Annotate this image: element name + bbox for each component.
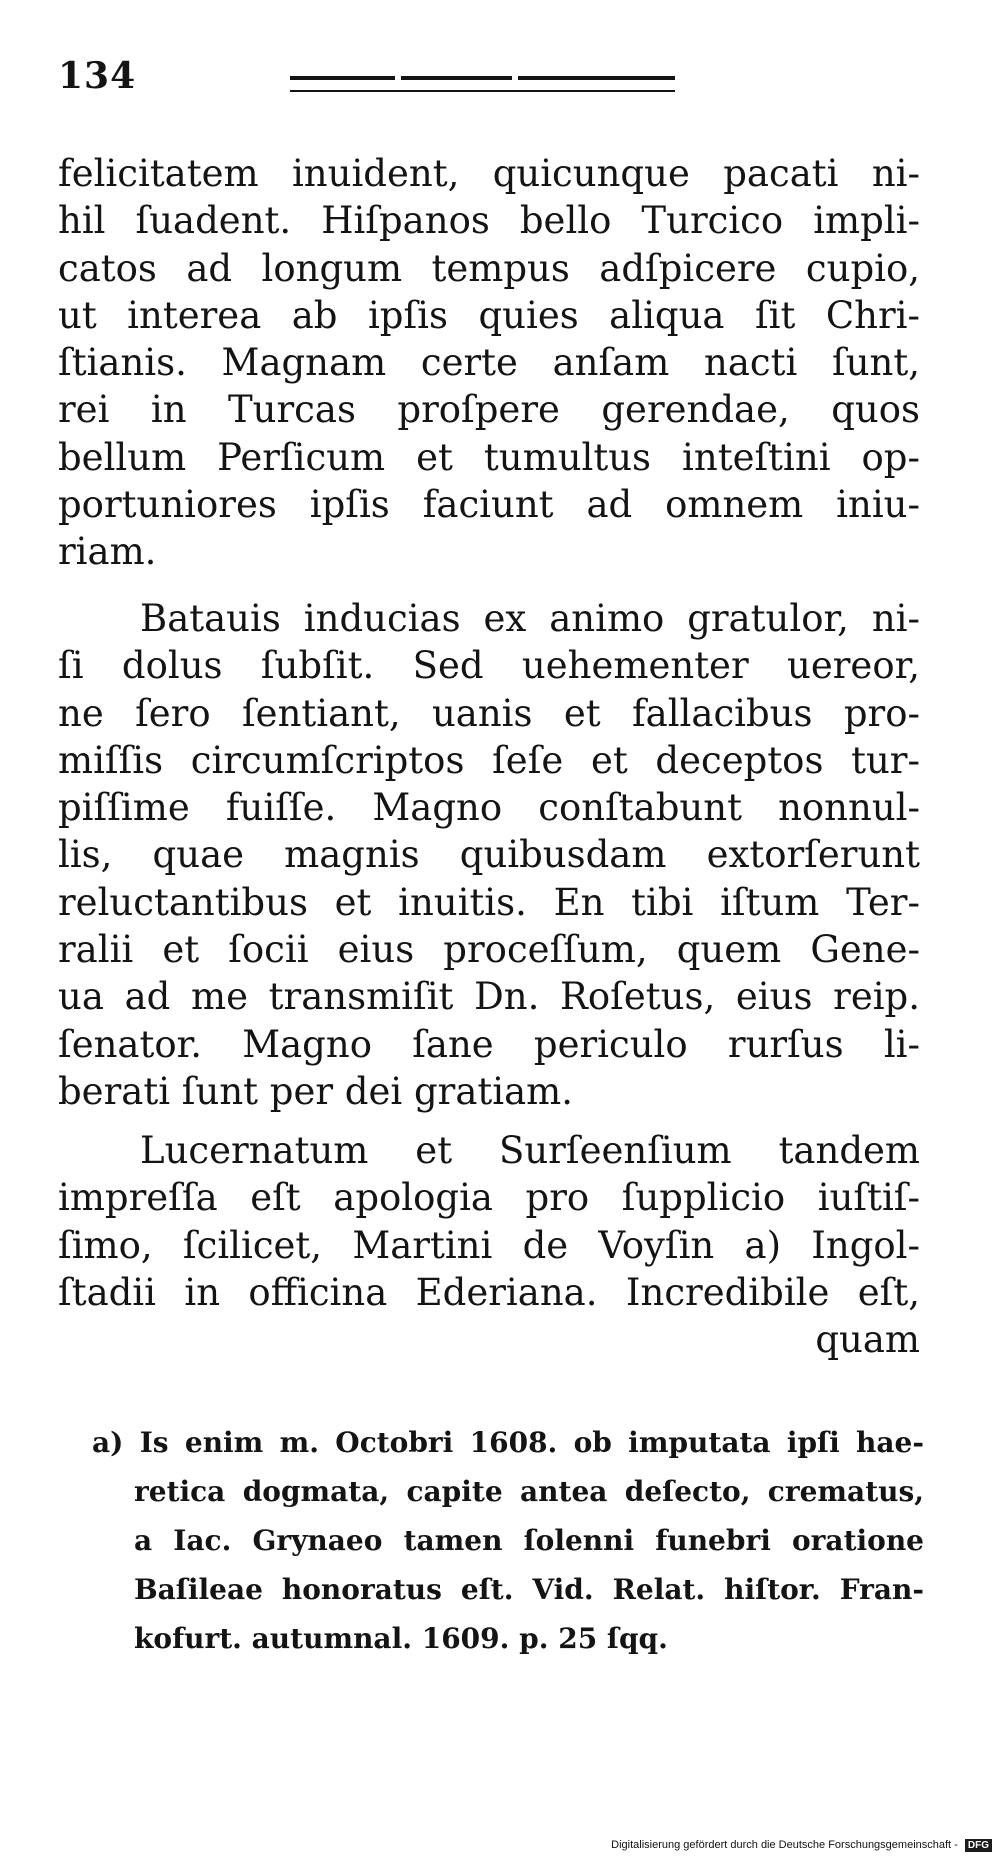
text-line: hil ſuadent. Hiſpanos bello Turcico impli- xyxy=(58,199,920,243)
catchword: quam xyxy=(815,1318,920,1362)
paragraph-2 xyxy=(58,595,920,1115)
header-rule xyxy=(290,76,675,92)
digitization-credit-text: Digitalisierung gefördert durch die Deutsche Forschungsgemeinschaft - xyxy=(611,1839,958,1851)
text-line: lis, quae magnis quibusdam extorſerunt xyxy=(58,833,920,877)
footnote-line: kofurt. autumnal. 1609. p. 25 ſqq. xyxy=(134,1622,668,1655)
text-line: Lucernatum et Surſeenſium tandem xyxy=(140,1129,920,1172)
footnote-line: a Iac. Grynaeo tamen ſolenni funebri oratione xyxy=(134,1524,924,1557)
paragraph-3 xyxy=(58,1127,920,1363)
text-line: impreſſa eſt apologia pro ſupplicio iuſtiſ- xyxy=(58,1176,920,1220)
footnote-line: a) Is enim m. Octobri 1608. ob imputata ipſi hae- xyxy=(92,1426,924,1459)
paragraph-1 xyxy=(58,150,920,576)
text-line: portuniores ipſis faciunt ad omnem iniu- xyxy=(58,483,920,527)
text-line: riam. xyxy=(58,530,157,574)
text-line: ſi dolus ſubſit. Sed uehementer uereor, xyxy=(58,644,920,688)
text-line: felicitatem inuident, quicunque pacati ni- xyxy=(58,152,920,195)
text-line: rei in Turcas proſpere gerendae, quos xyxy=(58,388,920,432)
footnote-line: retica dogmata, capite antea deſecto, crematus, xyxy=(134,1475,924,1508)
text-line: catos ad longum tempus adſpicere cupio, xyxy=(58,246,920,290)
text-line: ſtianis. Magnam certe anſam nacti ſunt, xyxy=(58,341,920,385)
text-line: piſſime fuiſſe. Magno conſtabunt nonnul- xyxy=(58,786,920,830)
text-line: ſenator. Magno ſane periculo rurſus li- xyxy=(58,1022,920,1066)
digitization-credit xyxy=(611,1839,992,1852)
page-number: 134 xyxy=(58,55,137,97)
text-line: ut interea ab ipſis quies aliqua ſit Chri- xyxy=(58,293,920,337)
text-line: miſſis circumſcriptos ſeſe et deceptos tur- xyxy=(58,738,920,782)
text-line: ralii et ſocii eius proceſſum, quem Gene- xyxy=(58,928,920,972)
header-rule-gap xyxy=(512,74,518,88)
text-line: reluctantibus et inuitis. En tibi iſtum Ter- xyxy=(58,880,920,924)
text-line: ſimo, ſcilicet, Martini de Voyſin a) Ingol- xyxy=(58,1223,920,1267)
dfg-logo: DFG xyxy=(965,1839,992,1852)
text-line: ſtadii in officina Ederiana. Incredibile eſt, xyxy=(58,1270,920,1314)
text-line: bellum Perſicum et tumultus inteſtini op- xyxy=(58,435,920,479)
header-rule-gap xyxy=(395,74,401,88)
footnote xyxy=(92,1418,924,1663)
text-line: Batauis inducias ex animo gratulor, ni- xyxy=(140,597,920,640)
text-line: ua ad me transmiſit Dn. Roſetus, eius reip. xyxy=(58,975,920,1019)
footnote-line: Baſileae honoratus eſt. Vid. Relat. hiſtor. Fran- xyxy=(134,1573,924,1606)
text-line: berati ſunt per dei gratiam. xyxy=(58,1069,574,1113)
text-line: ne ſero ſentiant, uanis et fallacibus pro- xyxy=(58,691,920,735)
